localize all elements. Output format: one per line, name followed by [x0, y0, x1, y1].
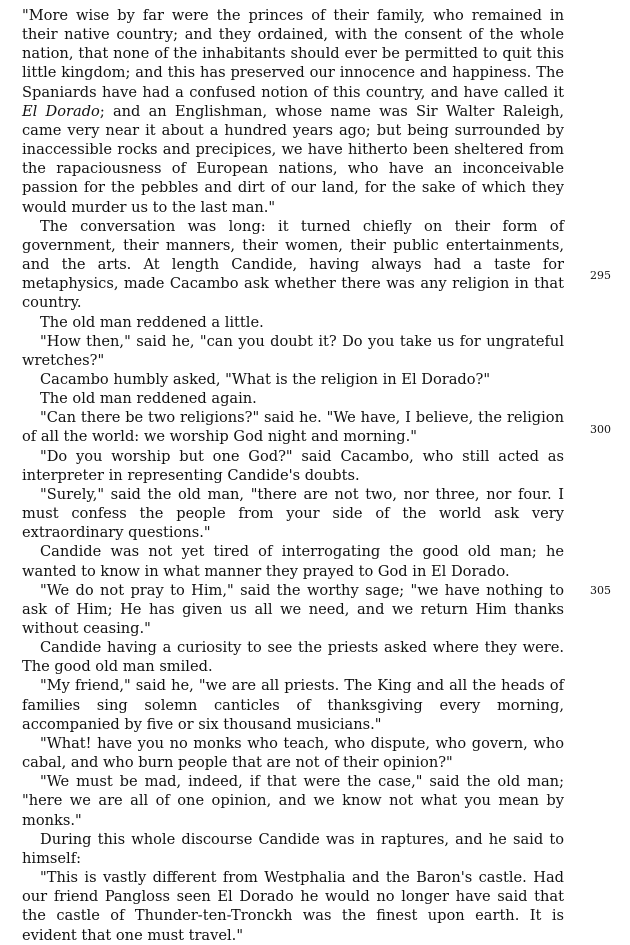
paragraph-12: Candide having a curiosity to see the priests asked where they were. The good old man smiled.: [22, 639, 564, 676]
paragraph-2: The conversation was long: it turned chiefly on their form of government, their manners, their women, their public entertainments, and the arts. At length Candide, having always had a taste for metaphysics, made Cacambo ask whether there was any religion in that country.: [22, 217, 564, 312]
paragraph-16: During this whole discourse Candide was in raptures, and he said to himself:: [22, 830, 564, 867]
paragraph-17: "This is vastly different from Westphalia and the Baron's castle. Had our friend Pangloss seen El Dorado he would no longer have said that the castle of Thunder-ten-Tronckh was the finest upon earth. It is evident that one must travel.": [22, 869, 564, 944]
paragraph-13: "My friend," said he, "we are all priests. The King and all the heads of families sing solemn canticles of thanksgiving every morning, accompanied by five or six thousand musicians.": [22, 677, 564, 733]
paragraph-9: "Surely," said the old man, "there are not two, nor three, nor four. I must confess the people from your side of the world ask very extraordinary questions.": [22, 485, 564, 542]
paragraph-15: "We must be mad, indeed, if that were the case," said the old man; "here we are all of one opinion, and we know not what you mean by monks.": [22, 773, 564, 829]
paragraph-1: [22, 6, 564, 217]
page-text: [22, 6, 564, 945]
paragraph-1-text-b: ; and an Englishman, whose name was Sir Walter Raleigh, came very near it about a hundred years ago; but being surrounded by inaccessible rocks and precipices, we have hitherto been sheltered from the rapaciousness of European nations, who have an inconceivable passion for the pebbles and dirt of our land, for the sake of which they would murder us to the last man.": [22, 102, 564, 216]
paragraph-1-text-a: "More wise by far were the princes of their family, who remained in their native country; and they ordained, with the consent of the whole nation, that none of the inhabitants should ever be permitted to quit this little kingdom; and this has preserved our innocence and happiness. The Spaniards have had a confused notion of this country, and have called it: [22, 7, 564, 101]
paragraph-5: Cacambo humbly asked, "What is the religion in El Dorado?": [40, 370, 491, 388]
paragraph-6: The old man reddened again.: [40, 390, 257, 408]
line-number-300: 300: [590, 423, 611, 436]
paragraph-7: "Can there be two religions?" said he. "We have, I believe, the religion of all the world: we worship God night and morning.": [22, 409, 564, 446]
paragraph-4: "How then," said he, "can you doubt it? Do you take us for ungrateful wretches?": [22, 332, 564, 369]
paragraph-8: "Do you worship but one God?" said Cacambo, who still acted as interpreter in representing Candide's doubts.: [22, 447, 564, 484]
line-number-295: 295: [590, 269, 611, 282]
line-number-305: 305: [590, 584, 611, 597]
paragraph-3: The old man reddened a little.: [40, 313, 264, 331]
paragraph-1-italic: El Dorado: [22, 102, 100, 120]
paragraph-11: "We do not pray to Him," said the worthy sage; "we have nothing to ask of Him; He has given us all we need, and we return Him thanks without ceasing.": [22, 581, 564, 637]
paragraph-14: "What! have you no monks who teach, who dispute, who govern, who cabal, and who burn people that are not of their opinion?": [22, 734, 564, 772]
paragraph-10: Candide was not yet tired of interrogating the good old man; he wanted to know in what manner they prayed to God in El Dorado.: [22, 543, 564, 580]
